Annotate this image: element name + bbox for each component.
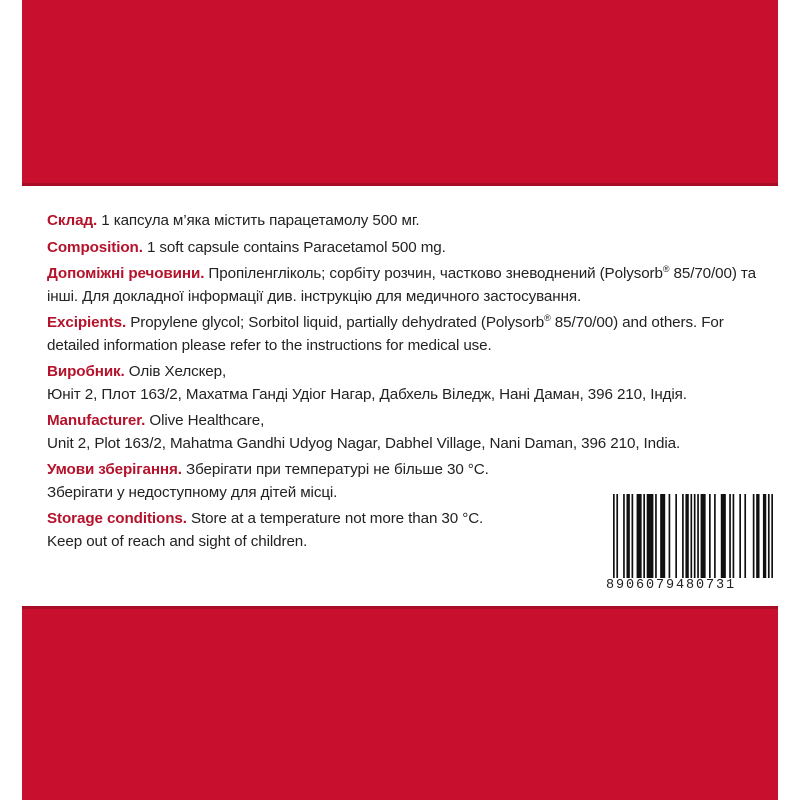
barcode-bar-4 [632, 494, 634, 578]
storage-en-line-1: Store at a temperature not more than 30 °C. [186, 510, 484, 527]
composition-ua-label: Склад. [47, 212, 98, 229]
manufacturer-en-address: Unit 2, Plot 163/2, Mahatma Gandhi Udyog Nagar, Dabhel Village, Nani Daman, 396 210, India. [47, 434, 681, 452]
barcode-bar-20 [721, 494, 726, 578]
barcode-bar-7 [647, 494, 654, 578]
excipients-en [47, 312, 767, 357]
storage-ua-label: Умови зберігання. [47, 461, 182, 478]
excipients-ua-text-1: Пропіленгліколь; сорбіту розчин, частково зневоднений (Polysorb [204, 265, 663, 282]
barcode-bar-25 [753, 494, 755, 578]
excipients-en-registered-mark: ® [544, 312, 551, 323]
barcode-bar-10 [669, 494, 671, 578]
barcode-bar-16 [697, 494, 699, 578]
excipients-ua-registered-mark: ® [662, 263, 670, 274]
composition-en [47, 237, 767, 260]
barcode-bar-24 [744, 494, 746, 578]
excipients-ua [47, 263, 767, 308]
barcode-bar-29 [771, 494, 773, 578]
barcode-bar-6 [643, 494, 645, 578]
excipients-en-label: Excipients. [47, 314, 127, 331]
manufacturer-en [47, 410, 767, 455]
barcode-bar-17 [701, 494, 706, 578]
manufacturer-ua-name: Олів Хелскер, [124, 363, 227, 380]
barcode-bar-15 [694, 494, 696, 578]
composition-ua-text: 1 капсула м’яка містить парацетамолу 500 мг. [97, 212, 420, 229]
barcode-bar-28 [768, 494, 770, 578]
manufacturer-ua-label: Виробник. [47, 363, 125, 380]
storage-ua-line-2: Зберігати у недоступному для дітей місці. [47, 483, 338, 501]
storage-en-label: Storage conditions. [47, 510, 187, 527]
composition-en-label: Composition. [47, 238, 143, 256]
composition-en-text: 1 soft capsule contains Paracetamol 500 mg. [142, 238, 446, 256]
barcode-bar-22 [733, 494, 735, 578]
excipients-en-text-1: Propylene glycol; Sorbitol liquid, partially dehydrated (Polysorb [126, 314, 545, 331]
barcode-bar-26 [756, 494, 759, 578]
storage-en-line-2: Keep out of reach and sight of children. [47, 532, 308, 550]
barcode-bar-9 [660, 494, 665, 578]
excipients-ua-label: Допоміжні речовини. [47, 265, 205, 282]
barcode [606, 494, 776, 600]
barcode-bar-8 [655, 494, 657, 578]
barcode-bar-0 [613, 494, 615, 578]
excipients-en-text-2: 85/70/00) and others. For detailed information please refer to the instructions for medical use. [47, 314, 724, 354]
manufacturer-en-name: Olive Healthcare, [145, 412, 265, 429]
barcode-digits: 8906079480731 [606, 578, 737, 593]
barcode-bars [613, 494, 773, 578]
barcode-bar-19 [714, 494, 716, 578]
barcode-bar-12 [682, 494, 684, 578]
barcode-bar-3 [626, 494, 629, 578]
manufacturer-en-label: Manufacturer. [47, 412, 146, 429]
barcode-bar-13 [685, 494, 688, 578]
barcode-bar-21 [729, 494, 731, 578]
manufacturer-ua-address: Юніт 2, Плот 163/2, Махатма Ганді Удіог Нагар, Дабхель Віледж, Нані Даман, 396 210, Індія. [47, 385, 687, 403]
manufacturer-ua [47, 361, 767, 406]
barcode-bar-5 [637, 494, 642, 578]
barcode-bar-1 [616, 494, 618, 578]
barcode-bar-18 [709, 494, 711, 578]
package-red-bottom-panel [22, 606, 778, 800]
barcode-bar-14 [690, 494, 692, 578]
package-red-top-panel [22, 0, 778, 186]
barcode-bar-11 [675, 494, 677, 578]
storage-ua-line-1: Зберігати при температурі не більше 30 °С. [181, 461, 489, 478]
barcode-bar-2 [623, 494, 625, 578]
excipients-ua-text-2: 85/70/00) та інші. Для докладної інформації див. інструкцію для медичного застосування. [47, 265, 756, 305]
barcode-bar-23 [739, 494, 741, 578]
composition-ua [47, 210, 767, 233]
barcode-bar-27 [763, 494, 766, 578]
